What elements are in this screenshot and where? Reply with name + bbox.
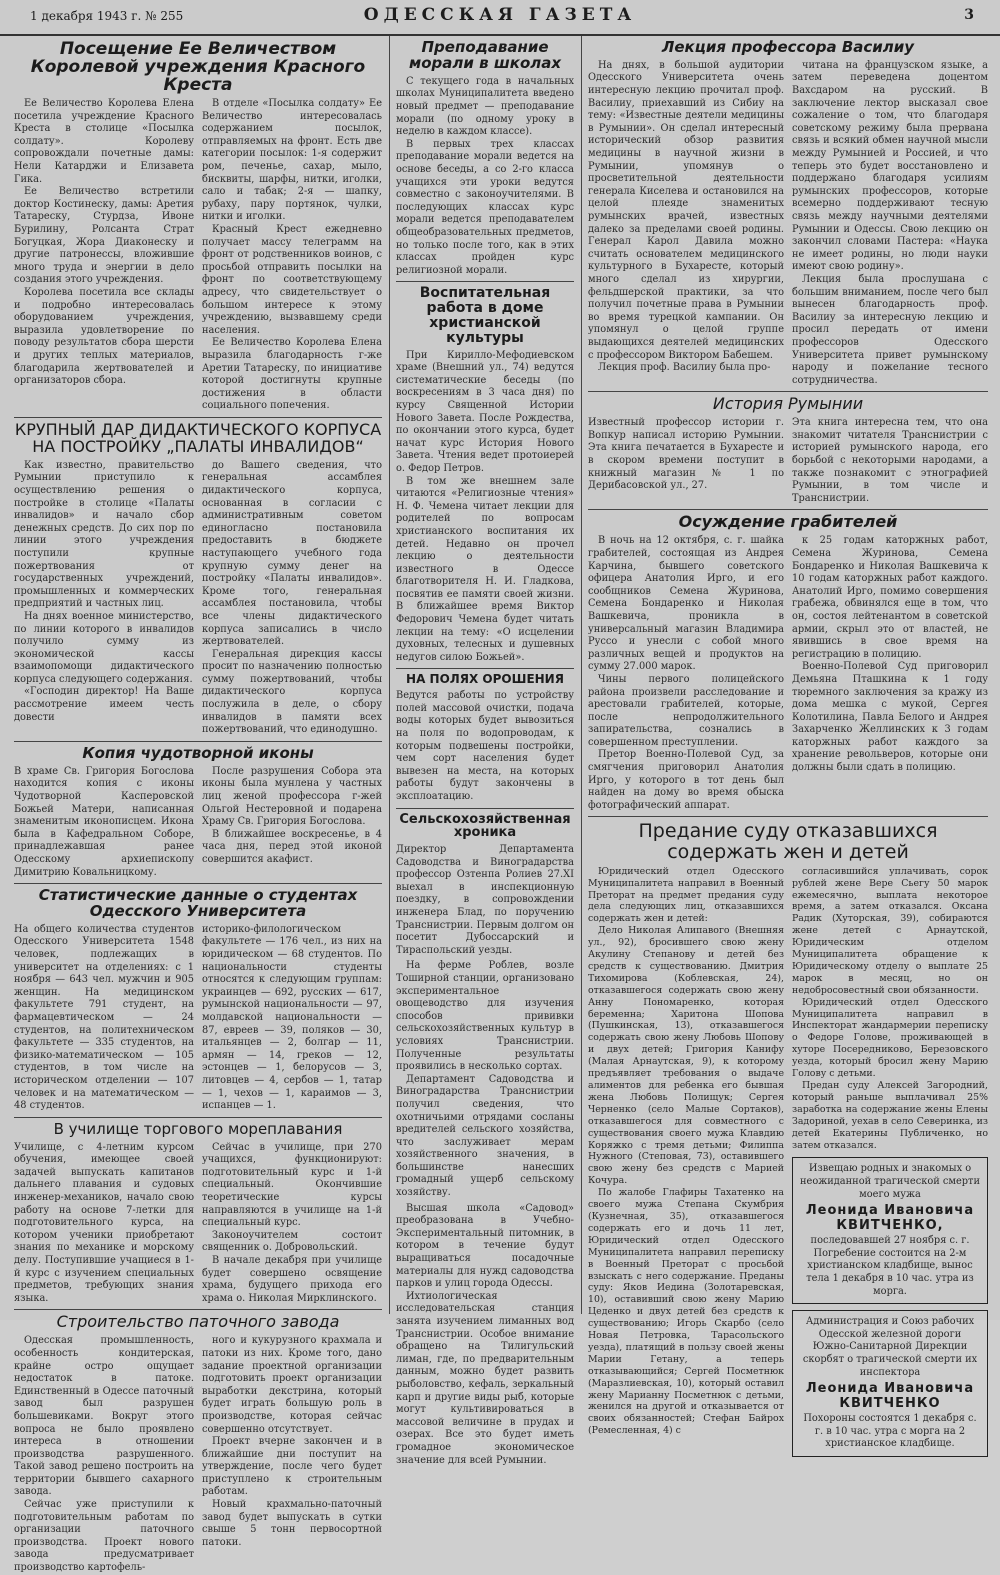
obituary-name: Леонида Ивановича КВИТЧЕНКО	[805, 1381, 975, 1412]
article-title: НА ПОЛЯХ ОРОШЕНИЯ	[406, 672, 564, 687]
article-body: На ферме Роблев, возле Тоширной станции, организовано экспериментальное овощеводство для изучения способов прививки сельскохозяйственных культур в условиях Транснистрии. Полученные результаты проявились в несколько сортах. Департамент Садоводства и Виноградарства Транснистрии получил сведения, что охотничьими отрядами сосланы вредителей сельского хозяйства, что заслуживает мерам хозяйственного значения, в большинстве нанесших громадный ущерб сельскому хозяйству.	[396, 960, 574, 1199]
article-body: Одесская промышленность, особенность кондитерская, крайне остро ощущает недостаток в патоке. Единственный в Одессе паточный завод был разрушен большевиками. Вокруг этого вопроса не было проявлено интереса в отношении производства разрушенного. Такой завод решено построить на территории бывшего сахарного завода. Сейчас уже приступили к подготовительным работам по организации паточного производства. Проект нового завода предусматривает производство картофель-	[14, 1335, 194, 1574]
article-title: Сельскохозяйственная хроника	[399, 811, 571, 841]
issue-date: 1 декабря 1943 г. № 255	[30, 9, 184, 23]
article-didactic	[14, 419, 382, 737]
article-body: В храме Св. Григория Богослова находится копия с иконы Чудотворной Касперовской Божьей Матери, написанная знаменитым иконописцем. Икона была в Кафедральном Соборе, принадлежавшая ранее Одесскому архиепископу Димитрию Ковальницкому.	[14, 765, 194, 878]
article-title: Преподавание морали в школах	[408, 38, 562, 72]
obituary-text: Администрация и Союз рабочих Одесской железной дороги Южно-Санитарной Дирекции скорбят о трагической смерти их инспектора	[802, 1316, 978, 1378]
page-number: 3	[964, 7, 974, 23]
masthead	[0, 0, 1000, 36]
article-title: Копия чудотворной иконы	[82, 743, 314, 762]
article-title: Лекция профессора Василиу	[661, 38, 915, 56]
article-history	[588, 396, 988, 505]
obituary-text: Извещаю родных и знакомых о неожиданной трагической смерти моего мужа	[800, 1163, 980, 1200]
column-middle	[396, 36, 574, 1466]
column-divider	[581, 36, 582, 1314]
article-naval-school	[14, 1119, 382, 1306]
article-students	[14, 888, 382, 1113]
obituary-name: Леонида Ивановича КВИТЧЕНКО,	[805, 1203, 975, 1234]
article-body: В ночь на 12 октября, с. г. шайка грабителей, состоящая из Андрея Карчина, бывшего советского офицера Анатолия Ирго, и его сообщников Семена Журинова, Семена Бондаренко и Николая Вашкевича, проникла в универсальный магазин Владимира Руссо и унесли с собой много различных вещей и продуктов на сумму 27.000 марок. Чины первого полицейского района произвели расследование и арестовали грабителей, которые, после непродолжительного запирательства, сознались в совершенном преступлении. Претор Военно-Полевой Суд, за смягчения приговорил Анатолия Ирго, у которого в тот день был найден на дому во время обыска фотографический аппарат.	[588, 535, 784, 811]
article-court	[588, 821, 988, 1457]
article-body: читана на французском языке, а затем переведена доцентом Вахсдаром на русский. В заключение лектор высказал свое сожаление о том, что благодаря советскому режиму была прервана связь и всякий обмен научной мысли между Румынией и Россией, и что теперь это будет восстановлено и поддержано благодаря усилиям румынских профессоров, которые всемерно поддерживают тесную связь между научными деятелями Румынии и Одессы. Свою лекцию он закончил словами Пастера: «Наука не имеет родины, но люди науки имеют свою родину». Лекция была прослушана с большим вниманием, после чего был вынесен благодарность проф. Василиу за интересную лекцию и просил передать от имени профессоров Одесского Университета привет румынскому народу и пожелание тесного сотрудничества.	[792, 59, 988, 386]
obituary-text: Похороны состоятся 1 декабря с. г. в 10 час. утра с морга на 2 христианское кладбище.	[803, 1413, 977, 1450]
article-title: Предание суду отказавшихся содержать жен и детей	[638, 820, 938, 863]
article-body: к 25 годам каторжных работ, Семена Журинова, Семена Бондаренко и Николая Вашкевича к 10 годам каторжных работ каждого. Анатолий Ирго, помимо совершения грабежа, обвинялся еще в том, что он, состоя лейтенантом в советской армии, скрыл это от властей, не явившись в свое время на регистрацию в полицию. Военно-Полевой Суд приговорил Демьяна Пташкина к 1 году тюремного заключения за кражу из дома мешка с мукой, Сергея Колотилина, Павла Белого и Андрея Захарченко Желлинских к 3 годам каторжных работ каждого за хранение револьверов, которые они должны были сдать в полицию.	[792, 535, 988, 774]
article-body: На общего количества студентов Одесского Университета 1548 человек, подлежащих в университет на отделениях: с 1 ноября — 643 чел. мужчин и 905 женщин. На медицинском факультете 791 студент, на фармацевтическом — 24 студентов, на политехническом факультете — 335 студентов, на физико-математическом — 105 студентов, в том числе на историческом отделении — 107 человек и на математическом — 48 студентов.	[14, 923, 194, 1112]
article-title: История Румынии	[712, 394, 864, 414]
article-robbers	[588, 514, 988, 812]
article-fields	[396, 673, 574, 803]
column-divider	[389, 36, 390, 1314]
article-title: КРУПНЫЙ ДАР ДИДАКТИЧЕСКОГО КОРПУСА НА ПОСТРОЙКУ „ПАЛАТЫ ИНВАЛИДОВ“	[14, 419, 382, 456]
obituary-text: последовавшей 27 ноября с. г. Погребение состоится на 2-м христианском кладбище, вынос тела 1 декабря в 10 час. утра из морга.	[806, 1235, 974, 1297]
article-body: Сейчас в училище, при 270 учащихся, функционируют: подготовительный курс и 1-й специальный. Окончившие теоретические курсы направляются в училище на 1-й специальный курс. Законоучителем состоит священник о. Добровольский. В начале декабря при училище будет совершено освящение храма, будущего прихода его храма о. Николая Мирклинского.	[202, 1141, 382, 1304]
article-body: Известный профессор истории г. Вопкур написал историю Румынии. Эта книга печатается в Бухаресте и в скором времени поступит в книжный магазин № 1 по Дерибасовской ул., 27.	[588, 417, 784, 492]
newspaper-title: ОДЕССКАЯ ГАЗЕТА	[363, 5, 637, 25]
article-body: Ее Величество Королева Елена посетила учреждение Красного Креста в столице «Посылка солдату». Королеву сопровождали почетные дамы: Нели Катарджи и Елизавета Гика. Ее Величество встретили доктор Костинеску, дамы: Аретия Татареску, Стурдза, Ивоне Бурилину, Ролсанта Страт Богуцкая, Жора Диаконеску и другие патронессы, вложившие много труда и энергии в дело создания этого учреждения. Королева посетила все склады и подробно интересовалась оборудованием учреждения, выразила удовлетворение по поводу результатов сбора шерсти и других теплых материалов, благодарила жертвователей и организаторов сбора.	[14, 98, 194, 387]
obituary-notice	[792, 1310, 988, 1457]
obituary-notice	[792, 1157, 988, 1304]
article-body: согласившийся уплачивать, сорок рублей жене Вере Сьегу 50 марок ежемесячно, выплата некоторое время, а затем отказался. Оксана Радик (Хуторская, 39), собираются жене детей с Арнаутской, Юридическим отделом Муниципалитета обращение к Юридическому отделу о выплате 25 марок в месяц, но он недобросовестный свои обязанности. Юридический отдел Одесского Муниципалитета направил в Инспекторат жандармерии переписку о Федоре Голове, проживающей в хуторе Посередниково, Березовского уезда, который бросил жену Марию Голову с детьми. Предан суду Алексей Загородний, который раньше выплачивал 25% заработка на содержание жены Елены Задориной, уехав в село Северинка, из детей Екатерины Публиченко, но затем отказался.	[792, 865, 988, 1151]
article-body: После разрушения Собора эта иконы была мунлена у частных лиц женой профессора г-жей Ольгой Нестеровной и подарена Храму Св. Григория Богослова. В ближайшее воскресенье, в 4 часа дня, перед этой иконой совершится акафист.	[202, 765, 382, 865]
article-body: В отделе «Посылка солдату» Ее Величество интересовалась содержанием посылок, отправляемых на фронт. Есть две категории посылок: 1-я содержит ром, печенье, сахар, мыло, бисквиты, шарфы, нитки, иголки, сало и табак; 2-я — шапку, рубаху, пару портянок, чулки, нитки и иголки. Красный Крест ежедневно получает массу телеграмм на фронт от родственников воинов, с просьбой отправить посылки на фронт по соответствующему адресу, что свидетельствует о большом интересе к этому учреждению, вызвавшему среди населения. Ее Величество Королева Елена выразила благодарность г-же Аретии Татареску, по инициативе которой достигнуты крупные достижения в области социального попечения.	[202, 98, 382, 412]
article-body: историко-филологическом факультете — 176 чел., из них на юридическом — 68 студентов. По национальности студенты относятся к следующим группам: украинцев — 692, русских — 617, румынской национальности — 97, молдавской национальности — 87, евреев — 39, поляков — 30, итальянцев — 2, болгар — 11, армян — 14, греков — 12, эстонцев — 1, белорусов — 3, литовцев — 4, сербов — 1, татар — 1, чехов — 1, караимов — 3, испанцев — 1.	[202, 923, 382, 1112]
article-factory	[14, 1314, 382, 1574]
article-title: Посещение Ее Величеством Королевой учреждения Красного Креста	[30, 39, 366, 96]
article-body: Высшая школа «Садовод» преобразована в Учебно-Экспериментальный питомник, в котором в течение будут выращиваться посадочные материалы для нужд садоводства парков и улиц города Одессы. Ихтиологическая исследовательская станция занята изучением лиманных вод Транснистрии. Особое внимание обращено на Тилигульский лиман, где, по предварительным данным, можно будет развить рыболовство, кефаль, зеркальный карп и другие виды рыб, которые могут культивироваться в массовой величине в прудах и озерах. Все это будет иметь громадное экономическое значение для всей Румынии.	[396, 1202, 574, 1466]
article-body: Как известно, правительство Румынии приступило к осуществлению решения о постройке в столице «Палаты инвалидов» и начало сбор денежных средств. До сих пор по линии этого учреждения поступили крупные пожертвования от государственных учреждений, промышленных и коммерческих предприятий и частных лиц. На днях военное министерство, по линии которого в инвалидов получило сумму из экономической кассы взаимопомощи дидактического корпуса следующего содержания. «Господин директор! На Ваше рассмотрение имеем честь довести	[14, 459, 194, 723]
article-body: Ведутся работы по устройству полей массовой очистки, подача воды которых будет вывозиться на поля по водопроводам, к которым подвешены постройки, чем сорт населения будет вывезен на места, на которых работы будут закончены в эксплоатацию.	[396, 690, 574, 802]
column-left	[14, 36, 382, 1574]
article-body: до Вашего сведения, что генеральная ассамблея дидактического корпуса, основанная в согласии с административным советом единогласно постановила предоставить в бюджете наступающего учебного года крупную сумму денег на постройку «Палаты инвалидов». Кроме того, генеральная ассамблея постановила, чтобы все члены дидактического корпуса записались в число жертвователей. Генеральная дирекция кассы просит по назначению полностью сумму пожертвований, чтобы дидактического корпуса послужила в деле, о сбору инвалидов в памяти всех пожертвований, что единодушно.	[202, 459, 382, 736]
article-title: В училище торгового мореплавания	[53, 1119, 343, 1138]
article-education	[396, 286, 574, 664]
article-lecture	[588, 40, 988, 387]
article-body: Училище, с 4-летним курсом обучения, имеющее своей задачей выпускать капитанов дальнего плавания и судовых инженер-механиков, начало свою работу на основе 7-летки для подготовительного курса, на котором ученики приобретают знания по механике и морскому делу. Поступившие учащиеся в 1-й курс с изучением специальных предметов, требующих знания языка.	[14, 1141, 194, 1304]
article-body: С текущего года в начальных школах Муниципалитета введено новый предмет — преподавание морали (по одному уроку в неделю в каждом классе). В первых трех классах преподавание морали ведется на основе беседы, а со 2-го класса учащихся эти уроки ведутся совместно с законоучителями. В последующих классах курс морали ведется преподавателем общеобразовательных предметов, но только после того, как в этих классах пройден курс религиозной морали.	[396, 75, 574, 276]
article-body: ного и кукурузного крахмала и патоки из них. Кроме того, дано задание проектной организации подготовить проект организации выработки декстрина, который будет играть большую роль в производстве, которая сейчас совершенно отсутствует. Проект вчерне закончен и в ближайшие дни поступит на утверждение, после чего будет приступлено к строительным работам. Новый крахмально-паточный завод будет выпускать в сутки свыше 5 тонн первосортной патоки.	[202, 1335, 382, 1548]
article-title: Строительство паточного завода	[56, 1312, 340, 1332]
article-agriculture	[396, 813, 574, 1468]
article-title: Статистические данные о студентах Одесского Университета	[38, 886, 358, 920]
article-title: Воспитательная работа в доме христианской культуры	[419, 285, 551, 346]
article-queen	[14, 40, 382, 413]
article-body: При Кирилло-Мефодиевском храме (Внешний ул., 74) ведутся систематические беседы (по воскресениям в 3 часа дня) по курсу Священной Истории Нового Завета. После Рождества, по окончании этого курса, будет начат курс История Нового Завета. Чтения ведет протоиерей о. Федор Петров. В том же внешнем зале читаются «Религиозные чтения» Н. Ф. Чемена читает лекции для родителей по вопросам христианского воспитания их детей. Недавно он прочел лекцию о деятельности известного в Одессе благотворителя Н. И. Гладкова, посвятив ее памяти своей жизни. В ближайшее время Виктор Федорович Чемена будет читать лекции на тему: «О исцелении духовных, телесных и душевных недугов силою Божьей».	[396, 349, 574, 663]
column-right	[588, 36, 988, 1450]
article-morals	[396, 40, 574, 277]
article-body: Юридический отдел Одесского Муниципалитета направил в Военный Преторат на предмет предания суду дела следующих лиц, отказавшихся содержать жен и детей: Дело Николая Алипавого (Внешняя ул., 92), бросившего свою жену Акулину Степанову и детей без средств к существованию. Дмитрия Тихомирова (Коблевская, 24), отказавшегося содержать свою жену Анну Пономаренко, которая беременна; Харитона Шопова (Пушкинская, 13), отказавшегося содержать свою жену Любовь Шопову и двух детей; Григория Канифу (Малая Арнаутская, 9), к которому предъявляет требования о выдаче алиментов для ребенка его бывшая жена Любовь Полищук; Сергея Черненко (село Малые Сортаков), отказавшегося для совместного с существования своего мужа Клавдию Коряжко с тремя детьми; Филиппа Нужного (Степовая, 73), оставившего свою жену без средств с Марией Кочура. По жалобе Глафиры Тахатенко на своего мужа Степана Скумбрия (Кузнечная, 35), отказавшегося содержать его и дочь 11 лет, Юридический отдел Одесского Муниципалитета направил переписку в Военный Преторат с просьбой взыскать с него содержание. Преданы суду: Яков Иедина (Золотаревская, 10), оставивший свою жену Марию Цеденко и двух детей без средств к существованию; Игорь Скарбо (село Новая Петровка, Тарасольского уезда), платящий в пользу своей жены Марии Гетану, а теперь отказывающийся; Сергей Посметнюк (Маразлиевская, 10), который оставил жену Марианну Посметнюк с детьми, женился на другой и отказывается от своих обязанностей; Стефан Байрох (Ремесленная, 4) с	[588, 865, 784, 1437]
article-body: Эта книга интересна тем, что она знакомит читателя Транснистрии с историей румынского народа, его борьбой с некоторыми народами, а также познакомит с этнографией Румынии, в том числе и Транснистрии.	[792, 417, 988, 504]
article-body: На днях, в большой аудитории Одесского Университета очень интересную лекцию прочитал проф. Василиу, приехавший из Сибиу на тему: «Известные деятели медицины в Румынии». Он сделал интересный исторический обзор развития медицины в научной жизни в Румынии, упомянув о просветительной деятельности генерала Киселева и остановился на целой плеяде знаменитых румынских врачей, известных далеко за пределами своей родины. Генерал Карол Давила можно считать основателем медицинского культурного в Бухаресте, который много сделал из хирургии, фельдшерской практики, за что получил почетные права в Румынии во время турецкой кампании. Он упомянул о целой группе выдающихся деятелей медицинских с профессором Виктором Бабешем. Лекция проф. Василиу была про-	[588, 59, 784, 374]
article-icon	[14, 743, 382, 879]
article-title: Осуждение грабителей	[678, 512, 898, 532]
article-body: Директор Департамента Садоводства и Виноградарства профессор Озтенпа Ролиев 27.XI выехал в инспекционную поездку, в сопровождении инженера Блад, по поручению Транснистрии. Первым долгом он посетит Дубоссарский и Тираспольский уезды.	[396, 844, 574, 956]
